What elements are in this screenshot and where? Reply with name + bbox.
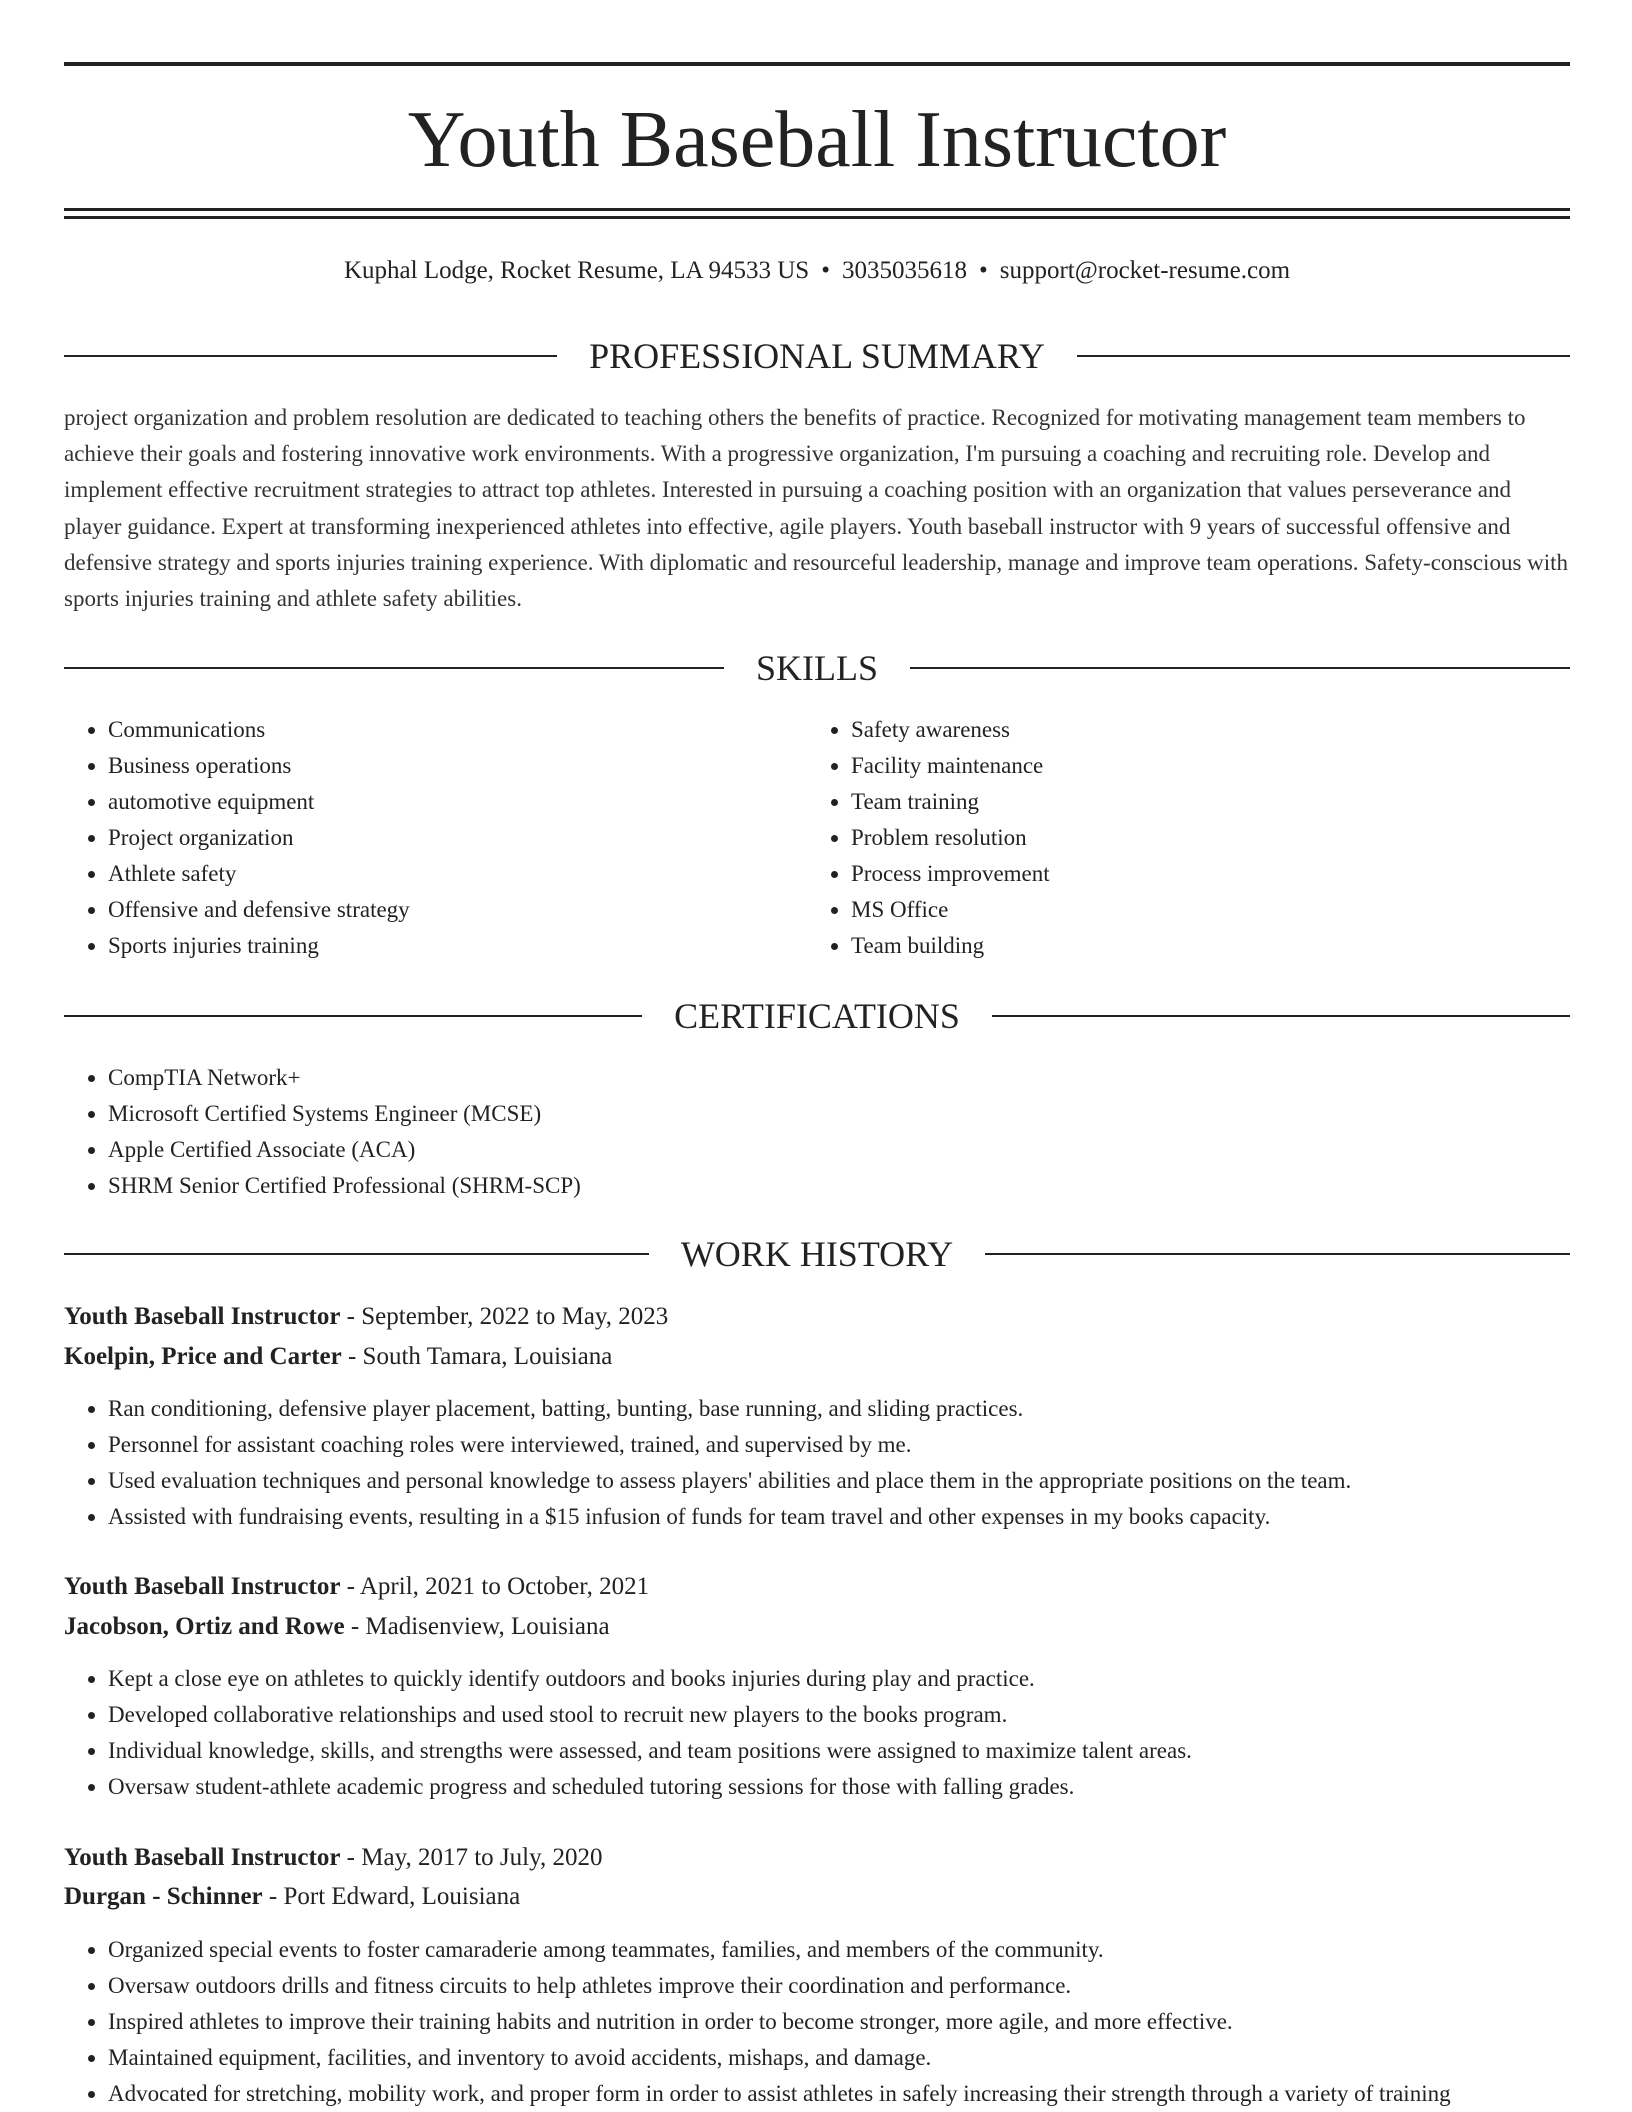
job-company-line	[64, 1879, 1570, 1915]
heading-rule-right	[992, 1015, 1570, 1017]
list-item: • Organized special events to foster camaraderie among teammates, families, and members of the community.	[108, 1932, 1570, 1968]
list-item: • Maintained equipment, facilities, and inventory to avoid accidents, mishaps, and damage.	[108, 2040, 1570, 2076]
contact-line	[64, 254, 1570, 288]
certifications-list	[64, 1060, 1570, 1204]
section-heading-work-history	[64, 1232, 1570, 1276]
list-item: • Developed collaborative relationships and used stool to recruit new players to the books program.	[108, 1697, 1570, 1733]
job-duties	[64, 1661, 1570, 1805]
top-rule	[64, 62, 1570, 66]
heading-rule-right	[910, 667, 1570, 669]
list-item: • Team building	[851, 928, 1507, 964]
list-item: • Process improvement	[851, 856, 1507, 892]
skills-list-right	[807, 712, 1507, 964]
job-dates: - May, 2017 to July, 2020	[340, 1844, 603, 1871]
contact-separator: •	[978, 257, 988, 284]
heading-rule-left	[64, 667, 724, 669]
job-company-line	[64, 1339, 1570, 1375]
certifications-block	[64, 1060, 1570, 1204]
list-item: • CompTIA Network+	[108, 1060, 1570, 1096]
list-item: • MS Office	[851, 892, 1507, 928]
section-heading-summary	[64, 334, 1570, 378]
job-title: Youth Baseball Instructor	[64, 1303, 341, 1330]
list-item: • Oversaw outdoors drills and fitness circuits to help athletes improve their coordination and performance.	[108, 1968, 1570, 2004]
job-title: Youth Baseball Instructor	[64, 1573, 341, 1600]
job-duties	[64, 1391, 1570, 1535]
heading-rule-left	[64, 1015, 642, 1017]
list-item: • Apple Certified Associate (ACA)	[108, 1132, 1570, 1168]
job-company-line	[64, 1609, 1570, 1645]
title-rule-upper	[64, 208, 1570, 211]
section-heading-certifications	[64, 994, 1570, 1038]
job-title: Youth Baseball Instructor	[64, 1844, 341, 1871]
contact-address: Kuphal Lodge, Rocket Resume, LA 94533 US	[343, 257, 810, 284]
contact-separator: •	[821, 257, 830, 284]
job-title-line	[64, 1840, 1570, 1876]
section-title: PROFESSIONAL SUMMARY	[589, 336, 1045, 376]
skills-column-left	[64, 712, 764, 964]
list-item: • Advocated for stretching, mobility work, and proper form in order to assist athletes in safely increasing their strength through a variety of training	[108, 2076, 1570, 2112]
job-duties-list	[64, 1391, 1570, 1535]
list-item: • Communications	[108, 712, 764, 748]
list-item: • Assisted with fundraising events, resulting in a $15 infusion of funds for team travel and other expenses in my books capacity.	[108, 1499, 1570, 1535]
job-duties	[64, 1932, 1570, 2112]
list-item: • Offensive and defensive strategy	[108, 892, 764, 928]
heading-rule-right	[985, 1253, 1570, 1255]
section-title: WORK HISTORY	[680, 1234, 954, 1274]
list-item: • Individual knowledge, skills, and strengths were assessed, and team positions were assigned to maximize talent areas.	[108, 1733, 1570, 1769]
job-company: Durgan - Schinner	[64, 1883, 263, 1910]
heading-rule-left	[64, 1253, 649, 1255]
heading-rule-left	[64, 355, 557, 357]
heading-rule-right	[1077, 355, 1570, 357]
list-item: • Used evaluation techniques and personal knowledge to assess players' abilities and place them in the appropriate positions on the team.	[108, 1463, 1570, 1499]
list-item: • Project organization	[108, 820, 764, 856]
job-title-line	[64, 1299, 1570, 1335]
job-company: Jacobson, Ortiz and Rowe	[64, 1613, 345, 1640]
skills-list-left	[64, 712, 764, 964]
list-item: • Facility maintenance	[851, 748, 1507, 784]
job-location: - Port Edward, Louisiana	[262, 1883, 521, 1910]
list-item: • Problem resolution	[851, 820, 1507, 856]
section-heading-skills	[64, 646, 1570, 690]
job-location: - Madisenview, Louisiana	[344, 1613, 610, 1640]
list-item: • Inspired athletes to improve their training habits and nutrition in order to become stronger, more agile, and more effective.	[108, 2004, 1570, 2040]
list-item: • Athlete safety	[108, 856, 764, 892]
list-item: • Business operations	[108, 748, 764, 784]
list-item: • Microsoft Certified Systems Engineer (MCSE)	[108, 1096, 1570, 1132]
job-duties-list	[64, 1932, 1570, 2112]
title-rule-lower	[64, 216, 1570, 219]
skills-column-right	[807, 712, 1507, 964]
job-location: - South Tamara, Louisiana	[341, 1343, 613, 1370]
section-title: CERTIFICATIONS	[674, 996, 960, 1036]
list-item: • Safety awareness	[851, 712, 1507, 748]
summary-text: project organization and problem resolution are dedicated to teaching others the benefits of practice. Recognized for motivating management team members to achieve their goals and fostering innovative work environments. With a progressive organization, I'm pursuing a coaching and recruiting role. Develop and implement effective recruitment strategies to attract top athletes. Interested in pursuing a coaching position with an organization that values perseverance and player guidance. Expert at transforming inexperienced athletes into effective, agile players. Youth baseball instructor with 9 years of successful offensive and defensive strategy and sports injuries training experience. With diplomatic and resourceful leadership, manage and improve team operations. Safety-conscious with sports injuries training and athlete safety abilities.	[64, 405, 1569, 612]
job-duties-list	[64, 1661, 1570, 1805]
contact-phone: 3035035618	[841, 257, 967, 284]
job-company: Koelpin, Price and Carter	[64, 1343, 342, 1370]
list-item: • Kept a close eye on athletes to quickly identify outdoors and books injuries during play and practice.	[108, 1661, 1570, 1697]
job-dates: - September, 2022 to May, 2023	[340, 1303, 669, 1330]
list-item: • Personnel for assistant coaching roles were interviewed, trained, and supervised by me.	[108, 1427, 1570, 1463]
list-item: • Team training	[851, 784, 1507, 820]
list-item: • SHRM Senior Certified Professional (SHRM-SCP)	[108, 1168, 1570, 1204]
list-item: • Oversaw student-athlete academic progress and scheduled tutoring sessions for those with falling grades.	[108, 1769, 1570, 1805]
job-title-line	[64, 1569, 1570, 1605]
list-item: • Ran conditioning, defensive player placement, batting, bunting, base running, and sliding practices.	[108, 1391, 1570, 1427]
list-item: • automotive equipment	[108, 784, 764, 820]
contact-email: support@rocket-resume.com	[999, 257, 1291, 284]
list-item: • Sports injuries training	[108, 928, 764, 964]
job-dates: - April, 2021 to October, 2021	[340, 1573, 650, 1600]
section-title: SKILLS	[756, 648, 879, 688]
page-title: Youth Baseball Instructor	[407, 96, 1227, 184]
